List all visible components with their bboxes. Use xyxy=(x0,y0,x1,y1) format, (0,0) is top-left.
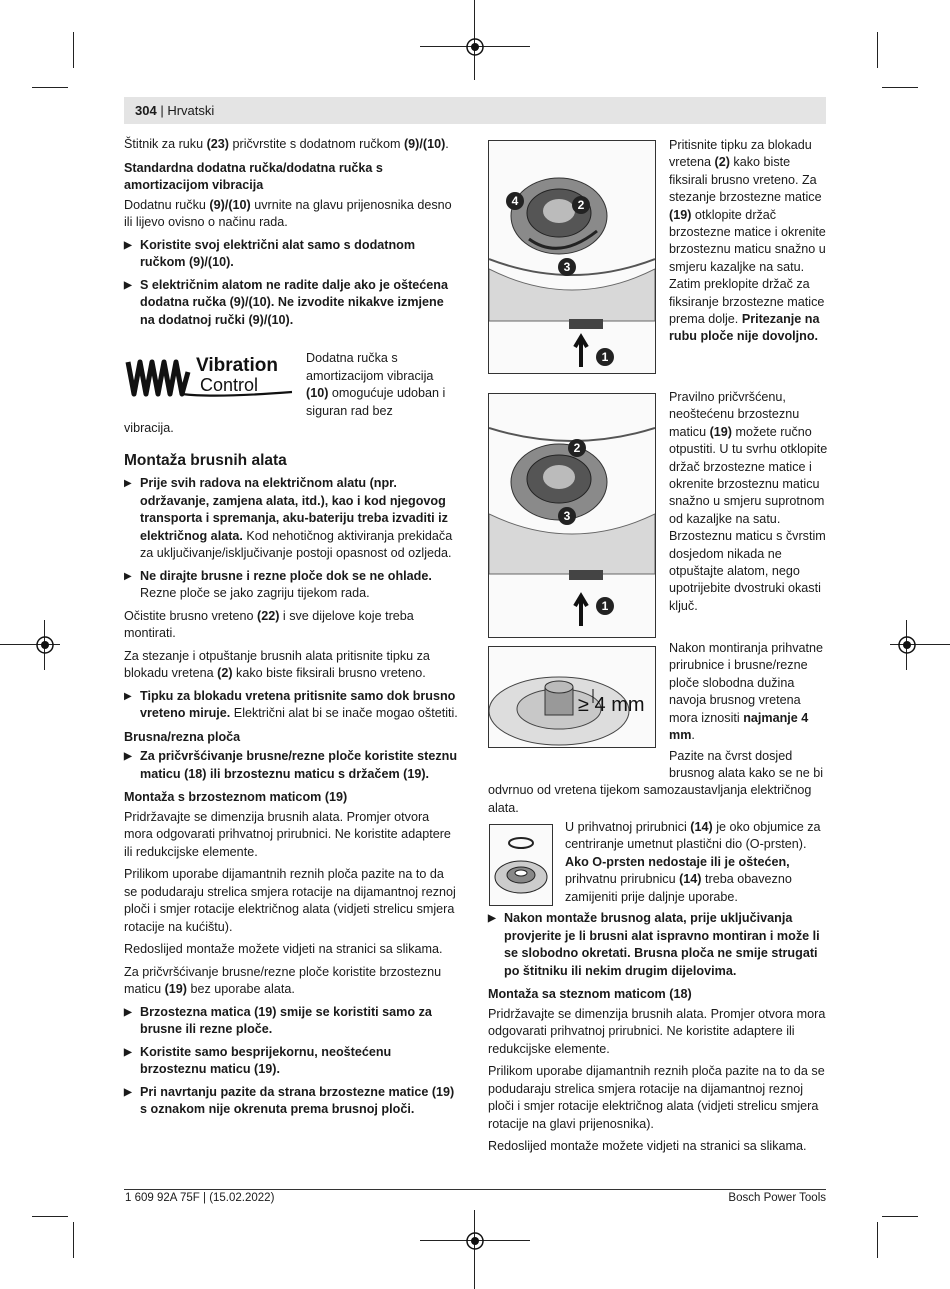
registration-mark-icon xyxy=(464,1230,486,1252)
crop-mark xyxy=(882,87,918,88)
figure-o-ring xyxy=(489,824,553,906)
crop-mark xyxy=(73,32,74,68)
paragraph: Dodatnu ručku (9)/(10) uvrnite na glavu prijenosnika desno ili lijevo ovisno o načinu rada. xyxy=(124,197,452,229)
left-column-lower xyxy=(124,420,460,1124)
paragraph: odvrnuo od vretena tijekom samozaustavljanja električnog alata. xyxy=(488,783,812,815)
svg-text:1: 1 xyxy=(601,599,609,613)
vibration-control-logo-icon xyxy=(124,352,296,404)
crop-mark xyxy=(73,1222,74,1258)
bullet-warning: ▶ Nakon montaže brusnog alata, prije uključivanja provjerite je li brusni alat ispravno montiran i može li se slobodno okretati. Brusna ploča ne smije strugati po štitniku ili nekim drugim dijelovima. xyxy=(488,910,828,980)
figure-2-caption: Pravilno pričvršćenu, neoštećenu brzosteznu maticu (19) možete ručno otpustiti. U tu svrhu otklopite držač brzostezne matice i okrenite brzosteznu maticu snažno u smjeru suprotnom od kazaljke na satu. Brzosteznu maticu s čvrstim dosjedom nikada ne otpuštajte alatom, nego upotrijebite dvostruki okasti ključ. xyxy=(669,390,828,613)
crop-mark xyxy=(32,87,68,88)
bullet-warning: ▶ Brzostezna matica (19) smije se koristiti samo za brusne ili rezne ploče. xyxy=(124,1004,460,1039)
vc-description: Dodatna ručka s amortizacijom vibracija (10) omogućuje udoban i siguran rad bez xyxy=(306,351,446,418)
right-column-text xyxy=(488,782,828,822)
section-title: Montaža brusnih alata xyxy=(124,451,287,469)
svg-text:2: 2 xyxy=(577,198,585,212)
crop-mark xyxy=(882,1216,918,1217)
section-heading: Brusna/rezna ploča xyxy=(124,729,241,744)
figure-1-caption: Pritisnite tipku za blokadu vretena (2) kako biste fiksirali brusno vreteno. Za stezanje brzostezne matice (19) otklopite držač brzostezne matice i okrenite brzosteznu maticu snažno u smjeru kazaljke na satu. Zatim preklopite držač za fiksiranje brzostezne matice prema dolje. Pritezanje na rubu ploče nije dovoljno. xyxy=(669,138,826,344)
figure-loosen-nut xyxy=(488,393,656,638)
paragraph: Redoslijed montaže možete vidjeti na stranici sa slikama. xyxy=(488,1139,807,1153)
bullet-warning: ▶ Prije svih radova na električnom alatu (npr. održavanje, zamjena alata, itd.), kao i kod njegovog transporta i spremanja, aku-bateriju treba izvaditi iz električnog alata. Kod nehotičnog aktiviranja prekidača za uključivanje/isključivanje postoji opasnost od ozljeda. xyxy=(124,475,460,563)
vc-word1: Vibration xyxy=(196,355,278,376)
svg-text:3: 3 xyxy=(563,260,571,274)
figure-4-caption: U prihvatnoj prirubnici (14) je oko objumice za centriranje umetnut plastični dio (O-prsten). Ako O-prsten nedostaje ili je oštećen, prihvatnu prirubnicu (14) treba obavezno zamijeniti prije daljnje uporabe. xyxy=(565,820,821,904)
paragraph: Pridržavajte se dimenzija brusnih alata. Promjer otvora mora odgovarati prihvatnoj prirubnici. Ne koristite adaptere ili redukcijske elemente. xyxy=(124,809,451,859)
bullet-warning: ▶ Tipku za blokadu vretena pritisnite samo dok brusno vreteno miruje. Električni alat bi se inače mogao oštetiti. xyxy=(124,688,460,723)
footer-doc-id: 1 609 92A 75F | (15.02.2022) xyxy=(125,1192,275,1204)
bullet-warning: ▶ Pri navrtanju pazite da strana brzostezne matice (19) s oznakom nije okrenuta prema brusnoj ploči. xyxy=(124,1084,460,1119)
svg-text:3: 3 xyxy=(563,509,571,523)
header-language: Hrvatski xyxy=(167,103,215,118)
footer-brand: Bosch Power Tools xyxy=(728,1192,826,1204)
registration-mark-icon xyxy=(464,36,486,58)
crop-mark xyxy=(32,1216,68,1217)
thread-length-label: ≥ 4 mm xyxy=(578,694,645,716)
vc-word2: Control xyxy=(200,375,259,395)
figure-3-caption-cont: Pazite na čvrst dosjed brusnog alata kako se ne bi xyxy=(669,749,824,781)
paragraph: Prilikom uporabe dijamantnih reznih ploča pazite na to da se podudaraju strelica smjera rotacije na dijamantnoj reznoj ploči i smjer rotacije električnog alata (vidjeti strelicu smjera rotacije na kućištu). xyxy=(124,867,456,934)
bullet-warning: ▶ Koristite svoj električni alat samo s dodatnom ručkom (9)/(10). xyxy=(124,237,460,272)
svg-text:2: 2 xyxy=(573,441,581,455)
bullet-warning: ▶ Za pričvršćivanje brusne/rezne ploče koristite steznu maticu (18) ili brzosteznu maticu s držačem (19). xyxy=(124,748,460,783)
registration-mark-icon xyxy=(896,634,918,656)
crop-mark xyxy=(877,32,878,68)
section-heading: Standardna dodatna ručka/dodatna ručka s amortizacijom vibracija xyxy=(124,160,383,192)
figure-tighten-nut xyxy=(488,140,656,374)
paragraph: Redoslijed montaže možete vidjeti na stranici sa slikama. xyxy=(124,942,443,956)
o-ring-icon xyxy=(490,825,552,905)
figure-3-caption: Nakon montiranja prihvatne prirubnice i brusne/rezne ploče slobodna dužina navoja brusnog vretena mora iznositi najmanje 4 mm. xyxy=(669,641,824,743)
section-heading: Montaža s brzosteznom maticom (19) xyxy=(124,790,348,804)
grinder-illustration-icon xyxy=(489,141,655,373)
figure-thread-length xyxy=(488,646,656,748)
svg-text:1: 1 xyxy=(601,350,609,364)
paragraph: Za pričvršćivanje brusne/rezne ploče koristite brzosteznu maticu (19) bez uporabe alata. xyxy=(124,964,442,996)
page-header: 304 | Hrvatski xyxy=(135,103,215,118)
bullet-warning: ▶ Koristite samo besprijekornu, neoštećenu brzosteznu maticu (19). xyxy=(124,1044,460,1079)
paragraph: Prilikom uporabe dijamantnih reznih ploča pazite na to da se podudaraju strelica smjera rotacije na dijamantnoj reznoj ploči i smjer rotacije električnog alata (vidjeti strelicu smjera rotacije na glavi prijenosnika). xyxy=(488,1064,825,1131)
right-column-lower xyxy=(488,910,828,1161)
footer-rule xyxy=(124,1189,826,1190)
paragraph: vibracija. xyxy=(124,421,174,435)
crop-mark xyxy=(877,1222,878,1258)
page-number: 304 xyxy=(135,103,157,118)
paragraph: Pridržavajte se dimenzija brusnih alata. Promjer otvora mora odgovarati prihvatnoj prirubnici. Ne koristite adaptere ili redukcijske elemente. xyxy=(488,1006,826,1056)
left-column xyxy=(124,136,460,334)
grinder-illustration-icon xyxy=(489,394,655,637)
spindle-thread-icon xyxy=(489,647,655,747)
bullet-warning: ▶ Ne dirajte brusne i rezne ploče dok se ne ohlade. Rezne ploče se jako zagriju tijekom rada. xyxy=(124,568,460,603)
paragraph: Za stezanje i otpuštanje brusnih alata pritisnite tipku za blokadu vretena (2) kako biste fiksirali brusno vreteno. xyxy=(124,648,430,680)
bullet-warning: ▶ S električnim alatom ne radite dalje ako je oštećena dodatna ručka (9)/(10). Ne izvodite nikakve izmjene na dodatnoj ručki (9)/(10). xyxy=(124,277,460,330)
paragraph: Očistite brusno vreteno (22) i sve dijelove koje treba montirati. xyxy=(124,608,414,640)
paragraph: Štitnik za ruku (23) pričvrstite s dodatnom ručkom (9)/(10). xyxy=(124,137,449,151)
registration-mark-icon xyxy=(34,634,56,656)
header-bar xyxy=(124,97,826,124)
svg-text:4: 4 xyxy=(511,194,519,208)
section-heading: Montaža sa steznom maticom (18) xyxy=(488,987,692,1001)
